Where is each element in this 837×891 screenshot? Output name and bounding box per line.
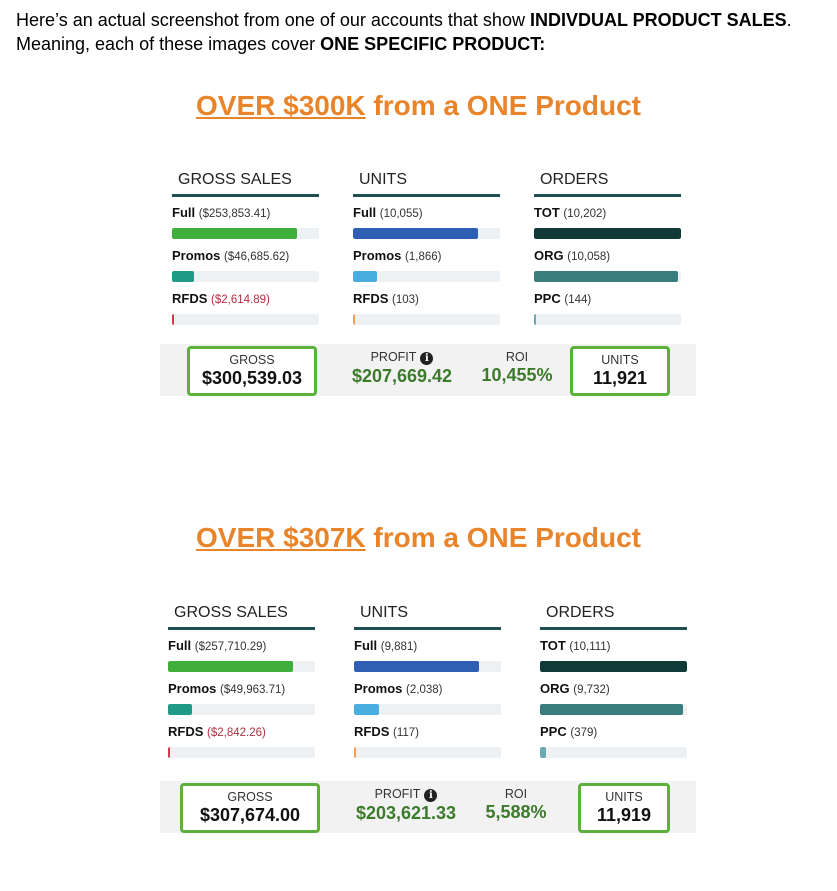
metric-row — [172, 283, 319, 326]
profit-stat — [346, 781, 466, 824]
progress-fill — [354, 704, 379, 715]
progress-track — [172, 314, 319, 325]
intro-line-2-bold: ONE SPECIFIC PRODUCT: — [320, 34, 546, 54]
metric-row — [354, 716, 501, 759]
gross-label: GROSS — [229, 353, 275, 367]
progress-track — [168, 661, 315, 672]
progress-fill — [353, 271, 377, 282]
progress-fill — [172, 314, 174, 325]
roi-value: 10,455% — [481, 365, 553, 385]
units-value: 11,921 — [592, 368, 648, 388]
orders-column — [540, 601, 687, 759]
gross-value: $307,674.00 — [199, 805, 301, 825]
metric-label: RFDS ($2,614.89) — [172, 291, 270, 306]
progress-track — [534, 271, 681, 282]
sales-panel-2 — [168, 601, 708, 891]
metric-label: Full (9,881) — [354, 638, 418, 653]
units-stat — [570, 346, 670, 396]
progress-fill — [540, 747, 546, 758]
info-icon[interactable]: i — [424, 789, 437, 802]
column-title: ORDERS — [534, 168, 681, 197]
progress-fill — [534, 314, 536, 325]
metric-label: TOT (10,111) — [540, 638, 611, 653]
info-icon[interactable]: i — [420, 352, 433, 365]
progress-fill — [172, 271, 194, 282]
metric-row — [540, 673, 687, 716]
gross-label: GROSS — [227, 790, 273, 804]
metric-label: RFDS (117) — [354, 724, 420, 739]
metric-label: PPC (379) — [540, 724, 598, 739]
progress-track — [168, 704, 315, 715]
metric-label: RFDS ($2,842.26) — [168, 724, 266, 739]
units-label: UNITS — [605, 790, 643, 804]
metric-row — [353, 240, 500, 283]
intro-line-2-text: Meaning, each of these images cover — [16, 34, 321, 54]
progress-track — [534, 314, 681, 325]
metric-label: PPC (144) — [534, 291, 592, 306]
metric-row — [353, 283, 500, 326]
roi-stat — [472, 344, 562, 386]
progress-fill — [534, 228, 681, 239]
progress-fill — [353, 314, 355, 325]
metric-row — [168, 716, 315, 759]
progress-fill — [168, 747, 170, 758]
roi-stat — [476, 781, 556, 823]
metric-row — [540, 630, 687, 673]
gross-sales-column — [168, 601, 315, 759]
panel-2-heading — [0, 522, 837, 554]
intro-line-1-text: Here’s an actual screenshot from one of our accounts that show — [16, 10, 530, 30]
metric-row — [172, 197, 319, 240]
intro-line-1-end: . — [786, 10, 792, 30]
progress-fill — [354, 661, 479, 672]
orders-column — [534, 168, 681, 326]
progress-track — [540, 704, 687, 715]
progress-track — [172, 228, 319, 239]
column-title: UNITS — [353, 168, 500, 197]
intro-text — [16, 8, 792, 56]
progress-track — [353, 271, 500, 282]
summary-bar — [160, 781, 696, 833]
progress-track — [354, 704, 501, 715]
units-value: 11,919 — [596, 805, 652, 825]
column-title: GROSS SALES — [172, 168, 319, 197]
panel-1-heading-rest: from a ONE Product — [365, 90, 641, 121]
panel-2-heading-rest: from a ONE Product — [365, 522, 641, 553]
profit-label: PROFIT i — [346, 787, 466, 802]
panel-2-heading-amount: OVER $307K — [195, 522, 366, 553]
metric-label: Full (10,055) — [353, 205, 423, 220]
gross-stat — [187, 346, 317, 396]
metric-row — [534, 240, 681, 283]
progress-fill — [172, 228, 297, 239]
progress-track — [354, 661, 501, 672]
panel-1-heading — [0, 90, 837, 122]
units-column — [353, 168, 500, 326]
units-stat — [578, 783, 670, 833]
units-label: UNITS — [601, 353, 639, 367]
progress-fill — [534, 271, 678, 282]
progress-track — [353, 314, 500, 325]
profit-label: PROFIT i — [342, 350, 462, 365]
metric-label: Promos ($46,685.62) — [172, 248, 290, 263]
gross-value: $300,539.03 — [201, 368, 303, 388]
progress-track — [354, 747, 501, 758]
metric-label: Full ($257,710.29) — [168, 638, 267, 653]
intro-line-2 — [16, 32, 792, 56]
gross-sales-column — [172, 168, 319, 326]
panel-1-heading-amount: OVER $300K — [195, 90, 366, 121]
metric-label: TOT (10,202) — [534, 205, 607, 220]
column-title: ORDERS — [540, 601, 687, 630]
progress-fill — [168, 661, 293, 672]
profit-value: $207,669.42 — [351, 366, 453, 386]
sales-panel-1 — [172, 168, 712, 458]
progress-track — [534, 228, 681, 239]
metric-row — [354, 673, 501, 716]
roi-label: ROI — [505, 350, 529, 364]
gross-stat — [180, 783, 320, 833]
intro-line-1-bold: INDIVDUAL PRODUCT SALES — [529, 10, 787, 30]
metric-label: Full ($253,853.41) — [172, 205, 271, 220]
metric-row — [168, 673, 315, 716]
column-title: GROSS SALES — [168, 601, 315, 630]
progress-fill — [540, 704, 683, 715]
metric-label: ORG (9,732) — [540, 681, 610, 696]
progress-fill — [353, 228, 478, 239]
metric-row — [540, 716, 687, 759]
column-title: UNITS — [354, 601, 501, 630]
metric-row — [534, 283, 681, 326]
progress-fill — [540, 661, 687, 672]
roi-label: ROI — [504, 787, 528, 801]
progress-track — [168, 747, 315, 758]
metric-label: Promos (1,866) — [353, 248, 442, 263]
summary-bar — [160, 344, 696, 396]
metric-row — [172, 240, 319, 283]
progress-track — [540, 747, 687, 758]
metric-label: Promos (2,038) — [354, 681, 443, 696]
progress-track — [172, 271, 319, 282]
metric-row — [168, 630, 315, 673]
metric-label: RFDS (103) — [353, 291, 419, 306]
profit-value: $203,621.33 — [355, 803, 457, 823]
units-column — [354, 601, 501, 759]
progress-fill — [354, 747, 356, 758]
progress-track — [353, 228, 500, 239]
roi-value: 5,588% — [485, 802, 547, 822]
profit-stat — [342, 344, 462, 387]
metric-row — [353, 197, 500, 240]
progress-track — [540, 661, 687, 672]
metric-row — [354, 630, 501, 673]
metric-label: Promos ($49,963.71) — [168, 681, 286, 696]
metric-label: ORG (10,058) — [534, 248, 611, 263]
progress-fill — [168, 704, 192, 715]
metric-row — [534, 197, 681, 240]
intro-line-1 — [16, 8, 792, 32]
